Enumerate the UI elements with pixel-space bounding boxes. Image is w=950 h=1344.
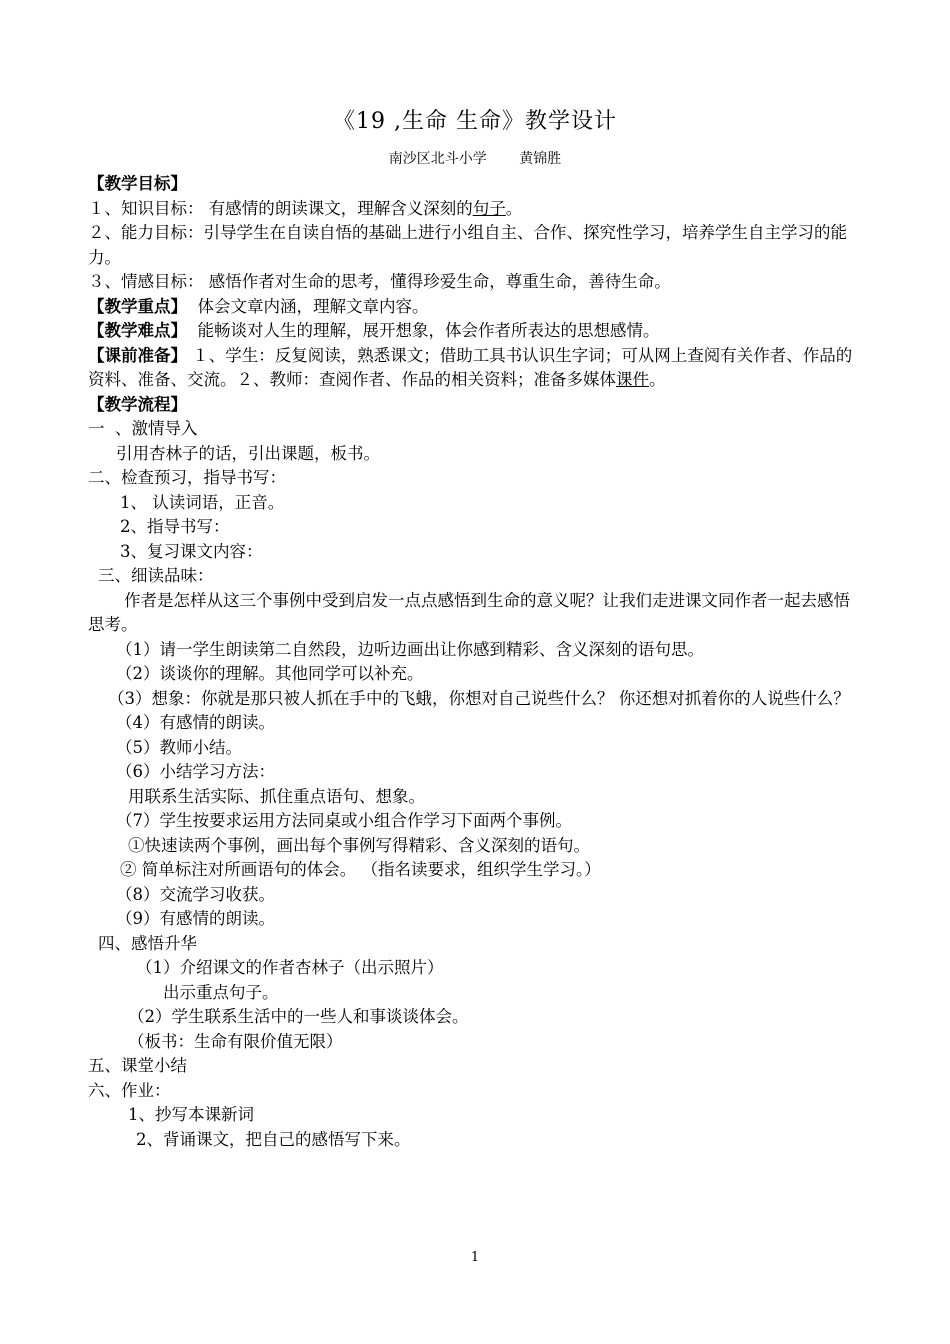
step-3-item-8: （8）交流学习收获。: [116, 884, 275, 904]
step-1-title: 一 、激情导入: [88, 419, 198, 438]
step-3-item-7-b: ② 简单标注对所画语句的体会。 （指名读要求，组织学生学习。）: [120, 860, 601, 879]
difficult-heading: 【教学难点】: [88, 321, 187, 340]
step-6-title: 六、作业：: [88, 1080, 171, 1100]
step-3-item-6-detail: 用联系生活实际、抓住重点语句、想象。: [128, 786, 425, 806]
step-3-item-7-a: ①快速读两个事例，画出每个事例写得精彩、含义深刻的语句。: [128, 835, 590, 855]
prep-text: １、学生：反复阅读，熟悉课文；借助工具书认识生字词；可从网上查阅有关作者、作品的资料、准备、交流。２、教师：查阅作者、作品的相关资料；准备多媒体: [88, 345, 853, 389]
step-3-title: 三、细读品味：: [98, 566, 214, 585]
goals-heading: 【教学目标】: [88, 174, 187, 193]
step-4-item-2: （2）学生联系生活中的一些人和事谈谈体会。: [128, 1007, 469, 1026]
step-3-item-2: （2）谈谈你的理解。其他同学可以补充。: [116, 664, 424, 683]
key-points: [88, 295, 856, 320]
page-number: 1: [470, 1250, 480, 1265]
step-2-item-1: 1、 认读词语，正音。: [120, 492, 285, 512]
document-title: 《19 ,生命 生命》教学设计: [333, 109, 617, 134]
step-3-item-3: （3）想象：你就是那只被人抓在手中的飞蛾，你想对自己说些什么？ 你还想对抓着你的人说些什么？: [108, 688, 850, 708]
difficult-points: [88, 319, 856, 344]
step-2-title: 二、检查预习，指导书写：: [88, 468, 286, 487]
step-3-item-1: （1）请一学生朗读第二自然段，边听边画出让你感到精彩、含义深刻的语句思。: [116, 639, 704, 659]
step-2-item-3: 3、复习课文内容：: [120, 541, 263, 561]
step-6-item-1: 1、抄写本课新词: [128, 1105, 254, 1124]
goal-ability: ２、能力目标：引导学生在自读自悟的基础上进行小组自主、合作、探究性学习，培养学生自主学习的能力。: [88, 223, 847, 267]
step-4-title: 四、感悟升华: [98, 933, 197, 953]
school-name: 南沙区北斗小学: [388, 151, 487, 167]
document-body: [88, 172, 856, 1152]
step-3-item-5: （5）教师小结。: [116, 737, 242, 757]
step-2-item-2: 2、指导书写：: [120, 517, 230, 536]
key-heading: 【教学重点】: [88, 296, 187, 316]
step-3-paragraph: 作者是怎样从这三个事例中受到启发一点点感悟到生命的意义呢？让我们走进课文同作者一起去感悟思考。: [88, 590, 850, 634]
preparation: [88, 344, 856, 393]
step-4-item-1: （1）介绍课文的作者杏林子（出示照片）: [136, 958, 444, 977]
goal-knowledge-end: 。: [505, 198, 523, 218]
step-3-item-7: （7）学生按要求运用方法同桌或小组合作学习下面两个事例。: [116, 811, 572, 830]
goal-knowledge-underlined: 句子: [472, 198, 506, 218]
step-5-title: 五、课堂小结: [88, 1056, 187, 1075]
step-3-item-9: （9）有感情的朗读。: [116, 909, 275, 928]
prep-end: 。: [649, 370, 666, 389]
author-name: 黄锦胜: [519, 151, 562, 167]
prep-underlined: 课件: [616, 370, 649, 389]
key-text: 体会文章内涵，理解文章内容。: [187, 296, 429, 316]
step-3-item-6: （6）小结学习方法：: [116, 762, 275, 781]
flow-heading: 【教学流程】: [88, 394, 187, 414]
goal-knowledge-text: １、知识目标： 有感情的朗读课文，理解含义深刻的: [88, 198, 473, 218]
step-3-item-4: （4）有感情的朗读。: [116, 713, 275, 732]
goal-knowledge: [88, 197, 856, 222]
step-4-item-3: （板书：生命有限价值无限）: [128, 1031, 343, 1051]
goal-emotion: ３、情感目标： 感悟作者对生命的思考，懂得珍爱生命，尊重生命，善待生命。: [88, 272, 671, 291]
author-line: [0, 148, 950, 168]
prep-heading: 【课前准备】: [88, 345, 187, 365]
step-6-item-2: 2、背诵课文，把自己的感悟写下来。: [136, 1129, 411, 1149]
step-4-item-1-detail: 出示重点句子。: [163, 982, 279, 1002]
step-1-text: 引用杏林子的话，引出课题，板书。: [116, 443, 380, 463]
difficult-text: 能畅谈对人生的理解，展开想象，体会作者所表达的思想感情。: [187, 321, 660, 340]
